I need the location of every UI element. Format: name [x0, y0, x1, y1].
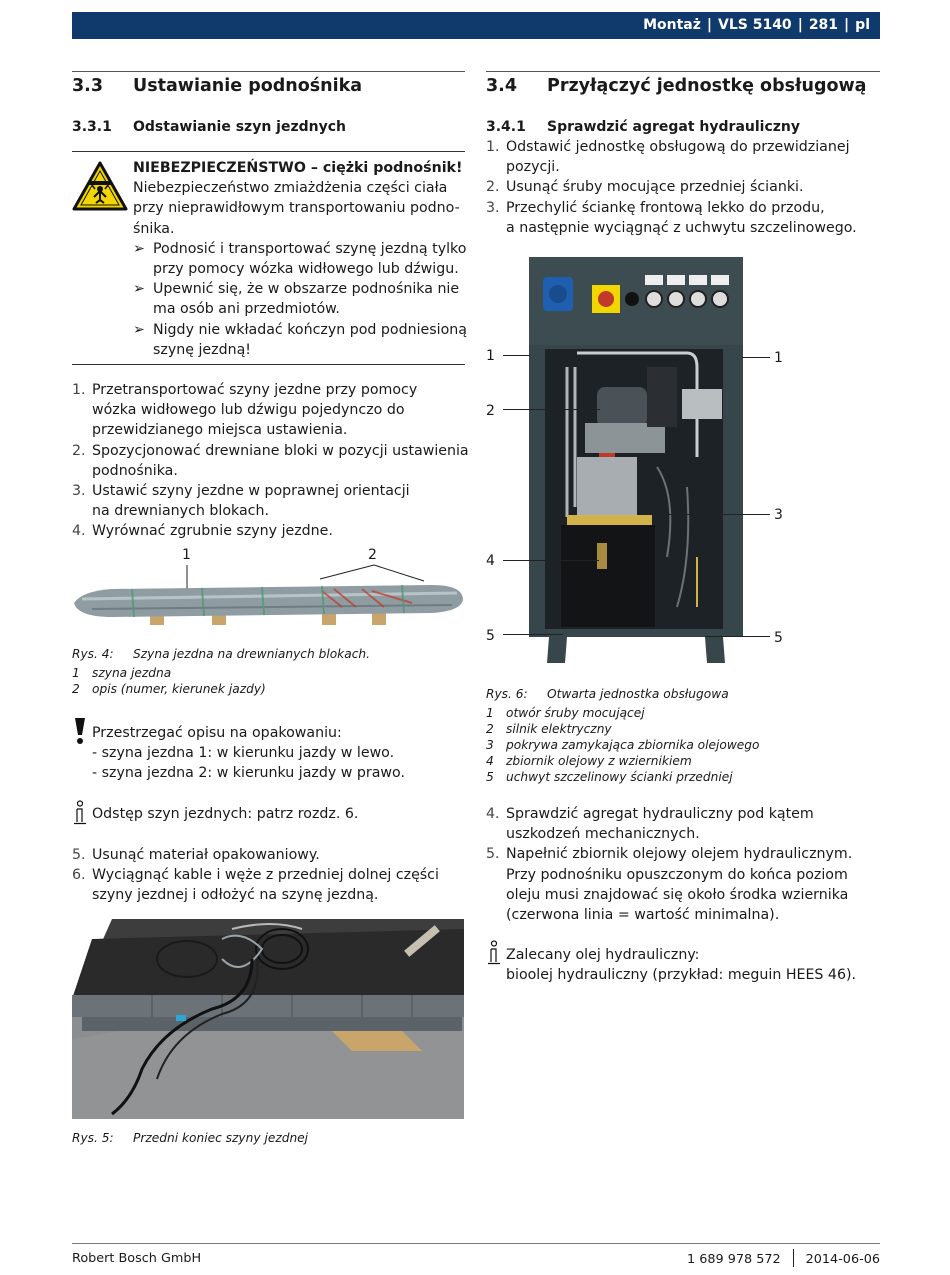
step-line: Przechylić ściankę frontową lekko do przodu,: [506, 199, 825, 216]
step-number: 4.: [486, 806, 500, 822]
step-line: Usunąć śruby mocujące przedniej ścianki.: [506, 179, 804, 196]
info-icon: [72, 800, 88, 826]
step-number: 4.: [72, 523, 86, 540]
section-heading-3-3: [72, 74, 465, 98]
exclamation-icon: [72, 717, 88, 745]
step-number: 1.: [486, 139, 500, 155]
fig6-callout-1-left: 1: [486, 348, 495, 364]
warning-item-line: Nigdy nie wkładać kończyn pod podniesioną: [153, 321, 467, 338]
footer-company: Robert Bosch GmbH: [72, 1251, 202, 1266]
step-line: Usunąć materiał opakowaniowy.: [92, 847, 320, 863]
legend-value: opis (numer, kierunek jazdy): [92, 682, 266, 696]
rail-front-end-photo: [72, 919, 464, 1119]
warning-body-line: śnika.: [133, 220, 175, 237]
fig5-caption: [72, 1130, 308, 1146]
section-title: Ustawianie podnośnika: [133, 76, 363, 96]
footer-date: 2014-06-06: [805, 1252, 880, 1267]
rail-spacing-note: Odstęp szyn jezdnych: patrz rozdz. 6.: [92, 806, 359, 822]
fig4-label: Rys. 4:: [72, 647, 114, 661]
warning-item-line: Podnosić i transportować szynę jezdną tylko: [153, 240, 467, 257]
step-number: 3.: [486, 199, 500, 216]
fig6-legend: [486, 705, 760, 785]
list-item: [486, 177, 880, 197]
note-line: - szyna jezdna 1: w kierunku jazdy w lewo.: [92, 745, 395, 762]
legend-item: [486, 721, 760, 737]
list-item: [72, 481, 472, 521]
crush-hazard-warning-icon: [72, 161, 128, 211]
fig4-callout-1: 1: [182, 547, 191, 563]
subsection-number: 3.3.1: [72, 119, 112, 135]
warning-title: NIEBEZPIECZEŃSTWO – ciężki podnośnik!: [133, 160, 463, 176]
section-rule: [72, 71, 465, 72]
step-line: przewidzianego miejsca ustawienia.: [92, 422, 348, 439]
info-icon: [486, 940, 502, 966]
legend-item: [486, 769, 760, 785]
step-line: Odstawić jednostkę obsługową do przewidzianej: [506, 139, 850, 155]
fig6-caption: [486, 686, 729, 702]
legend-key: 3: [486, 738, 494, 752]
note-line: - szyna jezdna 2: w kierunku jazdy w prawo.: [92, 765, 405, 782]
step-number: 1.: [72, 382, 86, 398]
fig4-caption: [72, 646, 370, 662]
fig6-callout-4: 4: [486, 553, 495, 569]
legend-key: 1: [486, 706, 494, 720]
footer-doc-number: 1 689 978 572: [687, 1252, 781, 1267]
fig4-legend: [72, 665, 266, 697]
warning-item-line: Upewnić się, że w obszarze podnośnika nie: [153, 281, 460, 298]
step-number: 6.: [72, 867, 86, 884]
fig6-callout-2: 2: [486, 403, 495, 419]
warning-body-line: Niebezpieczeństwo zmiażdżenia części ciała: [133, 180, 448, 197]
step-number: 3.: [72, 483, 86, 500]
subsection-number: 3.4.1: [486, 119, 526, 135]
fig6-callout-5-left: 5: [486, 628, 495, 644]
step-line: a następnie wyciągnąć z uchwytu szczelinowego.: [506, 219, 857, 236]
step-line: pozycji.: [506, 159, 560, 176]
step-line: na drewnianych blokach.: [92, 503, 269, 520]
list-item: [486, 804, 880, 844]
legend-item: [486, 705, 760, 721]
warning-text: [133, 158, 468, 360]
legend-value: pokrywa zamykająca zbiornika olejowego: [506, 738, 760, 752]
subsection-title: Odstawianie szyn jezdnych: [133, 119, 346, 135]
step-line: podnośnika.: [92, 462, 178, 479]
leader-line: [503, 634, 563, 635]
arrow-bullet-icon: ➢: [133, 240, 145, 257]
rail-on-blocks-image: [72, 563, 465, 631]
warning-item: [133, 239, 468, 279]
legend-key: 5: [486, 770, 494, 784]
arrow-bullet-icon: ➢: [133, 281, 145, 298]
leader-line: [742, 357, 770, 358]
leader-line: [705, 636, 770, 637]
subsection-heading-3-3-1: [72, 117, 465, 137]
header-product: VLS 5140: [718, 17, 792, 33]
header-page-number: 281: [808, 17, 839, 33]
step-number: 2.: [486, 179, 500, 196]
legend-key: 2: [72, 682, 80, 696]
page-header-bar: Montaż | VLS 5140 | 281 | pl: [72, 12, 880, 39]
note-line: Zalecany olej hydrauliczny:: [506, 947, 700, 963]
header-language: pl: [855, 17, 870, 33]
section-title: Przyłączyć jednostkę obsługową: [547, 76, 867, 96]
list-item: [72, 845, 472, 865]
section-heading-3-4: [486, 74, 880, 98]
steps-list-left-2: [72, 845, 472, 906]
fig6-callout-5-right: 5: [774, 630, 783, 646]
list-item: [486, 844, 880, 925]
packaging-note: [92, 723, 472, 784]
open-control-unit-photo: [527, 257, 745, 665]
leader-line: [650, 514, 770, 515]
step-line: Spozycjonować drewniane bloki w pozycji ustawienia: [92, 442, 469, 459]
warning-item: [133, 279, 468, 319]
section-rule: [486, 71, 880, 72]
legend-key: 2: [486, 722, 494, 736]
leader-line: [503, 355, 530, 356]
step-number: 5.: [72, 847, 86, 863]
legend-value: silnik elektryczny: [506, 722, 612, 736]
legend-key: 1: [72, 666, 80, 680]
step-number: 2.: [72, 442, 86, 459]
legend-value: zbiornik olejowy z wziernikiem: [506, 754, 692, 768]
warning-item-line: ma osób ani przedmiotów.: [153, 301, 340, 318]
fig5-caption-text: Przedni koniec szyny jezdnej: [133, 1131, 309, 1145]
legend-key: 4: [486, 754, 494, 768]
fig6-caption-text: Otwarta jednostka obsługowa: [547, 687, 729, 701]
fig6-callout-3: 3: [774, 507, 783, 523]
warning-item: [133, 320, 468, 360]
fig6-label: Rys. 6:: [486, 687, 528, 701]
section-number: 3.4: [486, 76, 518, 96]
legend-item: [72, 665, 266, 681]
steps-list-left-1: [72, 380, 472, 542]
step-line: (czerwona linia = wartość minimalna).: [506, 907, 780, 924]
step-line: Wyciągnąć kable i węże z przedniej dolnej części: [92, 867, 439, 884]
footer-meta: [687, 1249, 880, 1270]
step-line: wózka widłowego lub dźwigu pojedynczo do: [92, 402, 405, 419]
legend-item: [72, 681, 266, 697]
list-item: [486, 198, 880, 238]
steps-list-right-2: [486, 804, 880, 925]
leader-line: [503, 560, 599, 561]
note-line: bioolej hydrauliczny (przykład: meguin HEES 46).: [506, 967, 857, 984]
section-number: 3.3: [72, 76, 104, 96]
step-number: 5.: [486, 846, 500, 863]
danger-warning-block: [72, 151, 465, 365]
legend-value: uchwyt szczelinowy ścianki przedniej: [506, 770, 733, 784]
step-line: Przy podnośniku opuszczonym do końca poziom: [506, 866, 848, 883]
header-section: Montaż: [643, 17, 701, 33]
legend-value: szyna jezdna: [92, 666, 172, 680]
fig4-callout-2: 2: [368, 547, 377, 563]
fig5-label: Rys. 5:: [72, 1131, 114, 1145]
list-item: [72, 441, 472, 481]
footer-rule: [72, 1243, 880, 1244]
subsection-title: Sprawdzić agregat hydrauliczny: [547, 119, 801, 135]
step-line: uszkodzeń mechanicznych.: [506, 826, 700, 843]
note-line: Przestrzegać opisu na opakowaniu:: [92, 725, 342, 741]
legend-value: otwór śruby mocującej: [506, 706, 645, 720]
step-line: oleju musi znajdować się około środka wziernika: [506, 886, 849, 903]
legend-item: [486, 753, 760, 769]
warning-body-line: przy nieprawidłowym transportowaniu podno-: [133, 200, 460, 217]
list-item: [72, 521, 472, 541]
step-line: Sprawdzić agregat hydrauliczny pod kątem: [506, 806, 814, 822]
step-line: szyny jezdnej i odłożyć na szynę jezdną.: [92, 887, 379, 904]
step-line: Ustawić szyny jezdne w poprawnej orientacji: [92, 483, 410, 500]
list-item: [486, 137, 880, 177]
warning-item-line: szynę jezdną!: [153, 341, 251, 358]
warning-instructions: [133, 239, 468, 360]
leader-line: [503, 409, 600, 410]
step-line: Wyrównać zgrubnie szyny jezdne.: [92, 523, 333, 540]
list-item: [72, 380, 472, 441]
subsection-heading-3-4-1: [486, 117, 880, 137]
step-line: Napełnić zbiornik olejowy olejem hydraulicznym.: [506, 846, 853, 863]
fig4-caption-text: Szyna jezdna na drewnianych blokach.: [133, 647, 370, 661]
arrow-bullet-icon: ➢: [133, 321, 145, 338]
step-line: Przetransportować szyny jezdne przy pomocy: [92, 382, 418, 398]
legend-item: [486, 737, 760, 753]
list-item: [72, 865, 472, 905]
footer-divider: [793, 1249, 794, 1267]
fig6-callout-1-right: 1: [774, 350, 783, 366]
hydraulic-oil-note: [506, 945, 882, 985]
warning-item-line: przy pomocy wózka widłowego lub dźwigu.: [153, 261, 459, 278]
steps-list-right-1: [486, 137, 880, 238]
